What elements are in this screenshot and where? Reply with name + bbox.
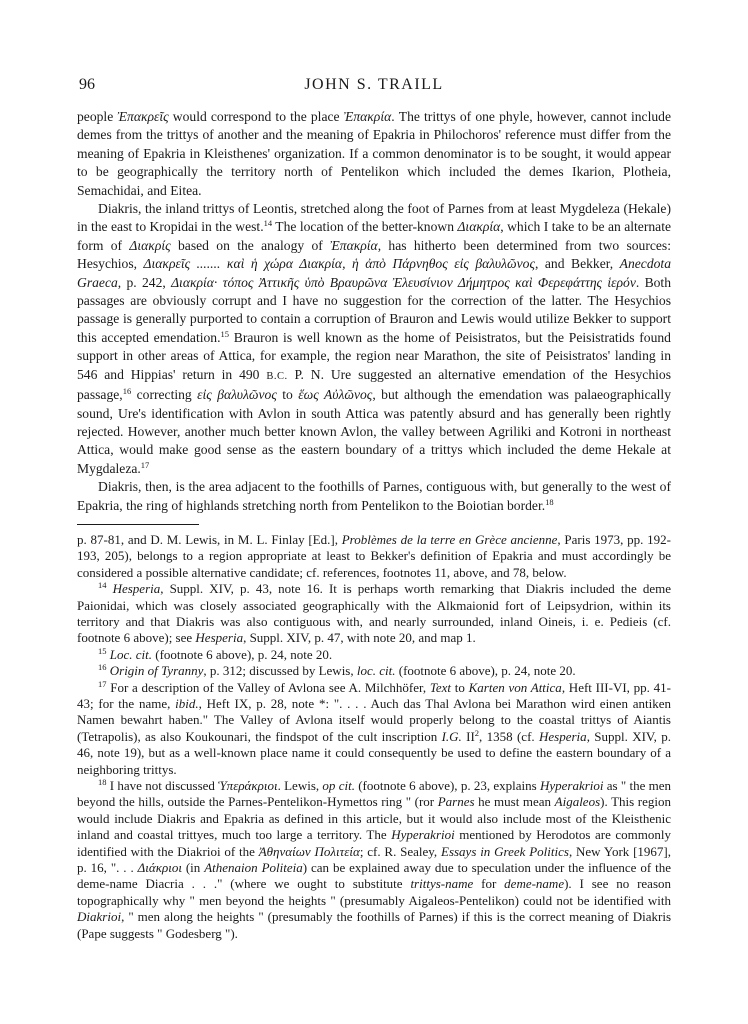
italic-run: Karten von Attica xyxy=(468,679,562,695)
text-run: based on the analogy of xyxy=(170,237,331,253)
greek-run: Ἐπακρεῖς xyxy=(117,109,169,124)
text-run: (footnote 6 above), p. 24, note 20. xyxy=(152,646,333,662)
text-run: , Suppl. XIV, p. 43, note 16. It is perhaps worth remarking that Diakris included the deme Paionidai, which was closely associated geographically with the Alkmaionid fort of Leipsydrion, within its territory and that Diakris was also contiguous with, and nearly surrounded, inland Oineis, i. e. Pedieis (cf. footnote 6 above); see xyxy=(77,581,671,646)
text-run: , p. 312; discussed by Lewis, xyxy=(203,663,357,679)
text-run: , Suppl. XIV, p. 47, with note 20, and map 1. xyxy=(243,630,476,646)
text-run: (in xyxy=(181,860,205,876)
text-run: correcting xyxy=(131,387,198,403)
italic-run: Hyperakrioi xyxy=(391,827,455,843)
small-caps-run: B.C. xyxy=(266,370,288,382)
text-run: , but although the emendation was palaeographically sound, Ure's identification with Avlon in south Attica was patently absurd and has generally been rightly rejected. However, another much better known Avlon, the valley between Agriliki and Kotroni in northeast Attica, would make good sense as the eastern boundary of a trittys which included the deme Hekale at Mygdaleza. xyxy=(77,387,672,476)
text-run: , New York [1967], p. 16, ". . . xyxy=(77,843,672,876)
text-run: , Heft III-VI, pp. 41-43; for the name, xyxy=(77,679,671,711)
page-header xyxy=(77,76,671,98)
text-run: P. N. Ure suggested an alternative emendation of the Hesychios passage, xyxy=(77,366,671,403)
text-run: , Paris 1973, pp. 192-193, 205), belongs to a region appropriate at least to Bekker's definition of Epakria and must accordingly be considered a possible alternative candidate; cf. references, footnotes 11, above, and 78, below. xyxy=(77,531,671,580)
text-run: to xyxy=(451,679,469,695)
footnote-marker: 15 xyxy=(220,328,229,339)
greek-run: Ἐπακρία xyxy=(343,109,392,124)
italic-run: ibid. xyxy=(175,696,199,711)
italic-run: Origin of Tyranny xyxy=(109,663,204,679)
footnotes xyxy=(77,532,671,942)
text-run: , 1358 (cf. xyxy=(479,728,540,744)
footnote-17 xyxy=(77,680,671,778)
text-run: , p. 242, xyxy=(117,274,172,290)
footnote-marker: 14 xyxy=(98,580,107,591)
text-run: , has hitherto been determined from two sources: Hesychios, xyxy=(77,237,671,272)
italic-run: loc. cit. xyxy=(356,663,396,679)
text-run: . The trittys of one phyle, however, cannot include demes from the trittys of another and the meaning of Epakria in Philochoros' reference must differ from the meaning of Epakria in Kleisthenes' organization. If a common denominator is to be sought, it would appear to be geographically the territory north of Pentelikon which included the demes Ikarion, Plotheia, Semachidai, and Eitea. xyxy=(77,109,671,198)
paragraph-diakris-conclusion xyxy=(77,478,671,515)
footnote-marker: 14 xyxy=(263,218,273,229)
text-run: for xyxy=(473,876,505,892)
body-text xyxy=(77,108,671,515)
text-run: , " men along the heights " (presumably the foothills of Parnes) if this is the correct meaning of Diakris (Pape suggests " Godesberg "). xyxy=(77,909,671,941)
page xyxy=(77,76,671,942)
text-run: to xyxy=(276,387,299,403)
italic-run: Hyperakrioi xyxy=(539,778,604,794)
text-run: , and Bekker, xyxy=(535,256,620,272)
greek-run: ἕως Αὐλῶνος xyxy=(298,387,373,403)
footnote-18 xyxy=(77,778,671,942)
text-run: I have not discussed xyxy=(106,778,219,794)
footnote-marker: 16 xyxy=(122,386,132,397)
text-run: The location of the better-known xyxy=(272,219,458,235)
text-run: ; cf. R. Sealey, xyxy=(359,843,441,859)
italic-run: trittys-name xyxy=(410,876,474,892)
footnote-marker: 17 xyxy=(140,459,150,470)
footnote-15 xyxy=(77,647,671,663)
running-title: JOHN S. TRAILL xyxy=(304,76,444,93)
text-run: For a description of the Valley of Avlona see A. Milchhöfer, xyxy=(106,679,430,695)
footnote-marker: 16 xyxy=(98,662,107,673)
text-run: mentioned by Herodotos are commonly identified with the Diakrioi of the xyxy=(77,827,671,859)
italic-run: deme-name xyxy=(504,876,565,892)
italic-run: Hesperia xyxy=(539,728,587,744)
text-run: (footnote 6 above), p. 24, note 20. xyxy=(395,663,576,679)
text-run: Diakris, the inland trittys of Leontis, stretched along the foot of Parnes from at least Mygdeleza (Hekale) in the east to Kropidai in the west. xyxy=(77,201,671,235)
italic-run: Aigaleos xyxy=(554,794,601,810)
italic-run: Text xyxy=(429,679,452,695)
footnote-14 xyxy=(77,581,671,647)
italic-run: Athenaion Politeia xyxy=(204,860,303,876)
text-run: would correspond to the place xyxy=(168,109,344,124)
text-run: ). This region would include Diakris and Epakria as defined in this article, but it would also include most of the Kleisthenic inland and coastal trittyes, much too large a territory. The xyxy=(77,794,671,843)
greek-run: Διακρεῖς ....... καὶ ἡ χώρα Διακρία, ἡ ἀπὸ Πάρνηθος εἰς βαλυλῶνος xyxy=(143,256,535,272)
greek-run: Ὑπεράκριοι xyxy=(218,778,278,794)
footnote-16 xyxy=(77,663,671,679)
page-number: 96 xyxy=(79,76,95,93)
text-run: as " the men beyond the hills, outside the Parnes-Pentelikon-Hymettos ring " (ror xyxy=(77,778,672,810)
footnote-marker: 18 xyxy=(545,496,554,507)
greek-run: Ἐπακρία xyxy=(330,237,378,253)
footnote-marker: 2 xyxy=(474,727,480,738)
greek-run: Διακρία· τόπος Ἀττικῆς ὑπὸ Βραυρῶνα Ἐλευσίνιον Δήμητρος καὶ Φερεφάττης ἱερόν xyxy=(171,274,636,290)
greek-run: Διάκριοι xyxy=(137,860,182,876)
text-run: (footnote 6 above), p. 23, explains xyxy=(354,778,540,794)
paragraph-epakria-continued xyxy=(77,108,671,200)
paragraph-diakris-location xyxy=(77,200,671,478)
italic-run: I.G. xyxy=(441,728,462,744)
footnote-marker: 17 xyxy=(98,678,107,689)
footnote-separator xyxy=(77,524,199,525)
text-run: . Lewis, xyxy=(277,778,323,794)
text-run: Diakris, then, is the area adjacent to the foothills of Parnes, contiguous with, but generally to the west of Epakria, the ring of highlands stretching north from Pentelikon to the Boiotian border. xyxy=(77,479,671,513)
greek-run: εἰς βαλυλῶνος xyxy=(197,387,277,403)
greek-run: Ἀθηναίων Πολιτεία xyxy=(258,843,360,859)
text-run: Brauron is well known as the home of Peisistratos, but the Peisistratids found support in other areas of Attica, for example, the region near Marathon, the site of Peisistratos' landing in 546 and Hippias' return in 490 xyxy=(77,329,671,382)
text-run: , Heft IX, p. 28, note *: ". . . . Auch das Thal Avlona bei Marathon wird einen antiken Namen bewahrt haben." The Valley of Avlona itself would properly belong to the coastal trittys of Aiantis (Tetrapolis), as also Koukounari, the findspot of the cult inscription xyxy=(77,696,671,744)
text-run: ). I see no reason topographically why " men beyond the heights " (presumably Aigaleos-Pentelikon) could not be identified with xyxy=(77,876,672,908)
text-run: people xyxy=(77,109,118,124)
text-run: ) can be explained away due to speculation under the influence of the deme-name Diacria . . ." (where we ought to substitute xyxy=(77,860,671,892)
text-run: . Both passages are obviously corrupt and I have no suggestion for the correction of the latter. The Hesychios passage is generally purported to contain a corruption of Brauron and Lewis would utilize Bekker to support this accepted emendation. xyxy=(77,274,672,345)
italic-run: Loc. cit. xyxy=(109,646,152,662)
italic-run: Hesperia xyxy=(195,630,244,646)
italic-run: op cit. xyxy=(322,778,355,794)
text-run: , which I take to be an alternate form of xyxy=(77,219,672,253)
italic-run: Problèmes de la terre en Grèce ancienne xyxy=(341,531,558,547)
footnote-marker: 15 xyxy=(98,645,107,656)
text-run: p. 87-81, and D. M. Lewis, in M. L. Finlay [Ed.], xyxy=(77,531,342,547)
italic-run: Parnes xyxy=(437,794,475,810)
italic-run: Essays in Greek Politics xyxy=(441,843,569,859)
greek-run: Διακρίς xyxy=(129,237,171,253)
text-run: he must mean xyxy=(474,794,555,810)
text-run: , Suppl. XIV, p. 46, note 19), but as a well-known place name it could consequently be used to define the eastern boundary of a neighboring trittys. xyxy=(77,728,671,777)
footnote-marker: 18 xyxy=(98,777,107,788)
italic-run: Hesperia xyxy=(112,581,161,597)
text-run: II xyxy=(461,728,475,744)
italic-run: Anecdota Graeca xyxy=(77,256,671,290)
italic-run: Diakrioi xyxy=(77,909,122,925)
footnote-continued xyxy=(77,532,671,581)
greek-run: Διακρία xyxy=(457,219,501,235)
